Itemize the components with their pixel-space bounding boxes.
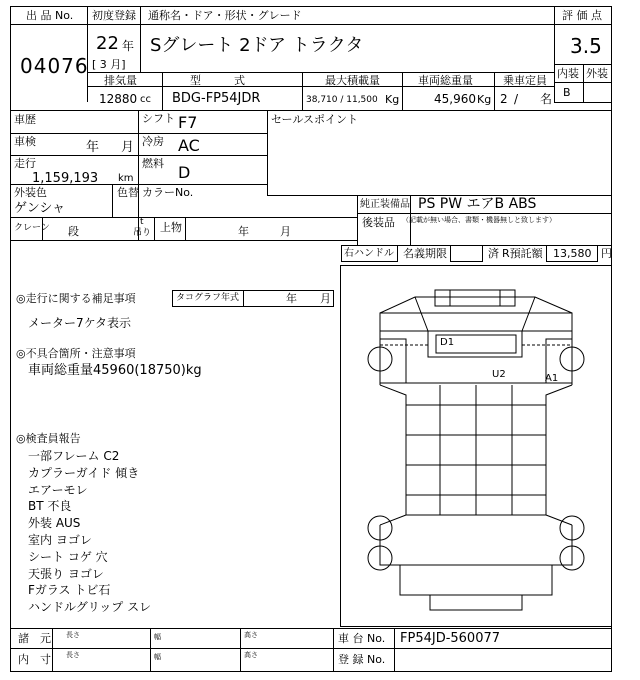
- history-label: 車歴: [14, 113, 36, 126]
- crane-ton-label: t: [140, 217, 144, 227]
- score-value: 3.5: [570, 34, 602, 58]
- recycle-prefix: 済: [488, 247, 499, 260]
- inspector-report-item: ハンドルグリップ スレ: [28, 600, 152, 615]
- capacity-value: 2: [500, 92, 508, 106]
- lot-label: 出 品 No.: [26, 9, 74, 22]
- exterior-score-label: 外装: [586, 67, 608, 80]
- aftermarket-note: （記載が無い場合、書類・機器無しと致します）: [402, 216, 556, 224]
- max-load-value: 38,710 / 11,500: [306, 95, 378, 105]
- width-label-2: 幅: [154, 653, 161, 661]
- first-reg-year: 22: [96, 33, 119, 54]
- recycle-unit: 円: [601, 247, 612, 260]
- interior-score-label: 内装: [557, 67, 579, 80]
- recycle-label: R預託額: [502, 247, 543, 260]
- cooling-label: 冷房: [142, 135, 164, 148]
- width-label: 幅: [154, 633, 161, 641]
- vehicle-name-label: 通称名・ドア・形状・グレード: [148, 9, 302, 22]
- tachograph-year-unit: 年: [286, 292, 297, 305]
- inspector-report-item: カプラーガイド 傾き: [28, 465, 140, 480]
- damage-mark: U2: [492, 369, 506, 380]
- inspector-report-item: エアーモレ: [28, 482, 88, 497]
- name-change-checkbox: [450, 245, 483, 262]
- displacement-label: 排気量: [104, 74, 137, 87]
- gross-weight-value: 45,960: [434, 92, 476, 106]
- model-label: 型 式: [190, 74, 245, 87]
- fuel-label: 燃料: [142, 157, 164, 170]
- gross-weight-unit: Kg: [477, 93, 492, 106]
- capacity-separator: /: [514, 92, 519, 106]
- ext-color-value: ゲンシャ: [14, 201, 66, 216]
- upper-month-unit: 月: [280, 225, 291, 238]
- crane-hang-label: 吊り: [133, 228, 152, 238]
- recycle-amount: 13,580: [553, 247, 592, 260]
- inspector-report-item: 一部フレーム C2: [28, 449, 120, 463]
- upper-year-unit: 年: [238, 225, 249, 238]
- chassis-number: FP54JD-560077: [400, 631, 501, 646]
- cooling-value: AC: [178, 136, 200, 155]
- inspection-year-unit: 年: [86, 140, 100, 155]
- first-reg-year-unit: 年: [122, 39, 135, 53]
- shift-value: F7: [178, 113, 198, 132]
- tachograph-label: タコグラフ年式: [176, 293, 240, 303]
- inspector-heading: ◎検査員報告: [16, 432, 81, 445]
- inspection-label: 車検: [14, 135, 36, 148]
- height-label: 高さ: [244, 631, 258, 639]
- inspector-report-item: 室内 ヨゴレ: [28, 533, 92, 547]
- inspector-report-item: Fガラス トビ石: [28, 583, 111, 598]
- vehicle-name: Sグレート 2ドア トラクタ: [150, 35, 364, 56]
- defects-text: 車両総重量45960(18750)kg: [28, 363, 202, 378]
- upper-body-label: 上物: [160, 221, 182, 234]
- crane-label: クレーン: [14, 223, 50, 233]
- supplement-text: メーター7ケタ表示: [28, 316, 132, 330]
- truck-diagram: [340, 265, 612, 627]
- inspection-month-unit: 月: [121, 140, 135, 155]
- ext-color-label: 外装色: [14, 186, 47, 199]
- sales-point-label: セールスポイント: [271, 113, 359, 126]
- score-label: 評 価 点: [562, 9, 602, 22]
- mileage-unit: km: [118, 173, 134, 184]
- first-reg-month: [ 3 月]: [92, 58, 126, 71]
- tachograph-month-unit: 月: [320, 292, 331, 305]
- color-number-label: カラーNo.: [142, 186, 194, 199]
- height-label-2: 高さ: [244, 651, 258, 659]
- inspector-report-item: 天張り ヨゴレ: [28, 566, 104, 581]
- interior-score-value: B: [563, 86, 571, 99]
- capacity-label: 乗車定員: [503, 74, 547, 87]
- inspector-report-item: BT 不良: [28, 499, 72, 514]
- mileage-value: 1,159,193: [32, 171, 99, 186]
- max-load-unit: Kg: [385, 93, 400, 106]
- gross-weight-label: 車両総重量: [418, 74, 473, 87]
- supplement-heading: ◎走行に関する補足事項: [16, 292, 136, 305]
- damage-mark: A1: [545, 373, 559, 384]
- fuel-value: D: [178, 163, 191, 182]
- inspector-report-item: シート コゲ 穴: [28, 549, 108, 564]
- lot-number: 04076: [20, 54, 89, 78]
- model-value: BDG-FP54JDR: [172, 91, 261, 106]
- chassis-label: 車 台 No.: [338, 632, 386, 645]
- max-load-label: 最大積載量: [325, 74, 380, 87]
- name-change-label: 名義期限: [403, 247, 447, 260]
- inspector-report-item: 外装 AUS: [28, 516, 81, 531]
- defects-heading: ◎不具合箇所・注意事項: [16, 347, 136, 360]
- displacement-unit: cc: [140, 94, 151, 105]
- steering-label: 右ハンドル: [344, 248, 394, 259]
- length-label-2: 長さ: [66, 651, 80, 659]
- registration-label: 登 録 No.: [338, 653, 386, 666]
- color-change-label: 色替: [117, 186, 139, 199]
- crane-stage-unit: 段: [68, 225, 79, 238]
- length-label: 長さ: [66, 631, 80, 639]
- damage-mark: D1: [440, 337, 455, 348]
- first-reg-label: 初度登録: [92, 9, 136, 22]
- mileage-label: 走行: [14, 157, 36, 170]
- specs-footer-label: 諸 元: [18, 632, 51, 645]
- interior-dim-label: 内 寸: [18, 653, 51, 666]
- equipment-label: 純正装備品: [360, 199, 410, 210]
- displacement-value: 12880: [99, 92, 138, 106]
- equipment-value: PS PW エアB ABS: [418, 196, 537, 212]
- capacity-unit: 名: [540, 92, 553, 106]
- shift-label: シフト: [142, 112, 175, 125]
- aftermarket-label: 後装品: [362, 216, 395, 229]
